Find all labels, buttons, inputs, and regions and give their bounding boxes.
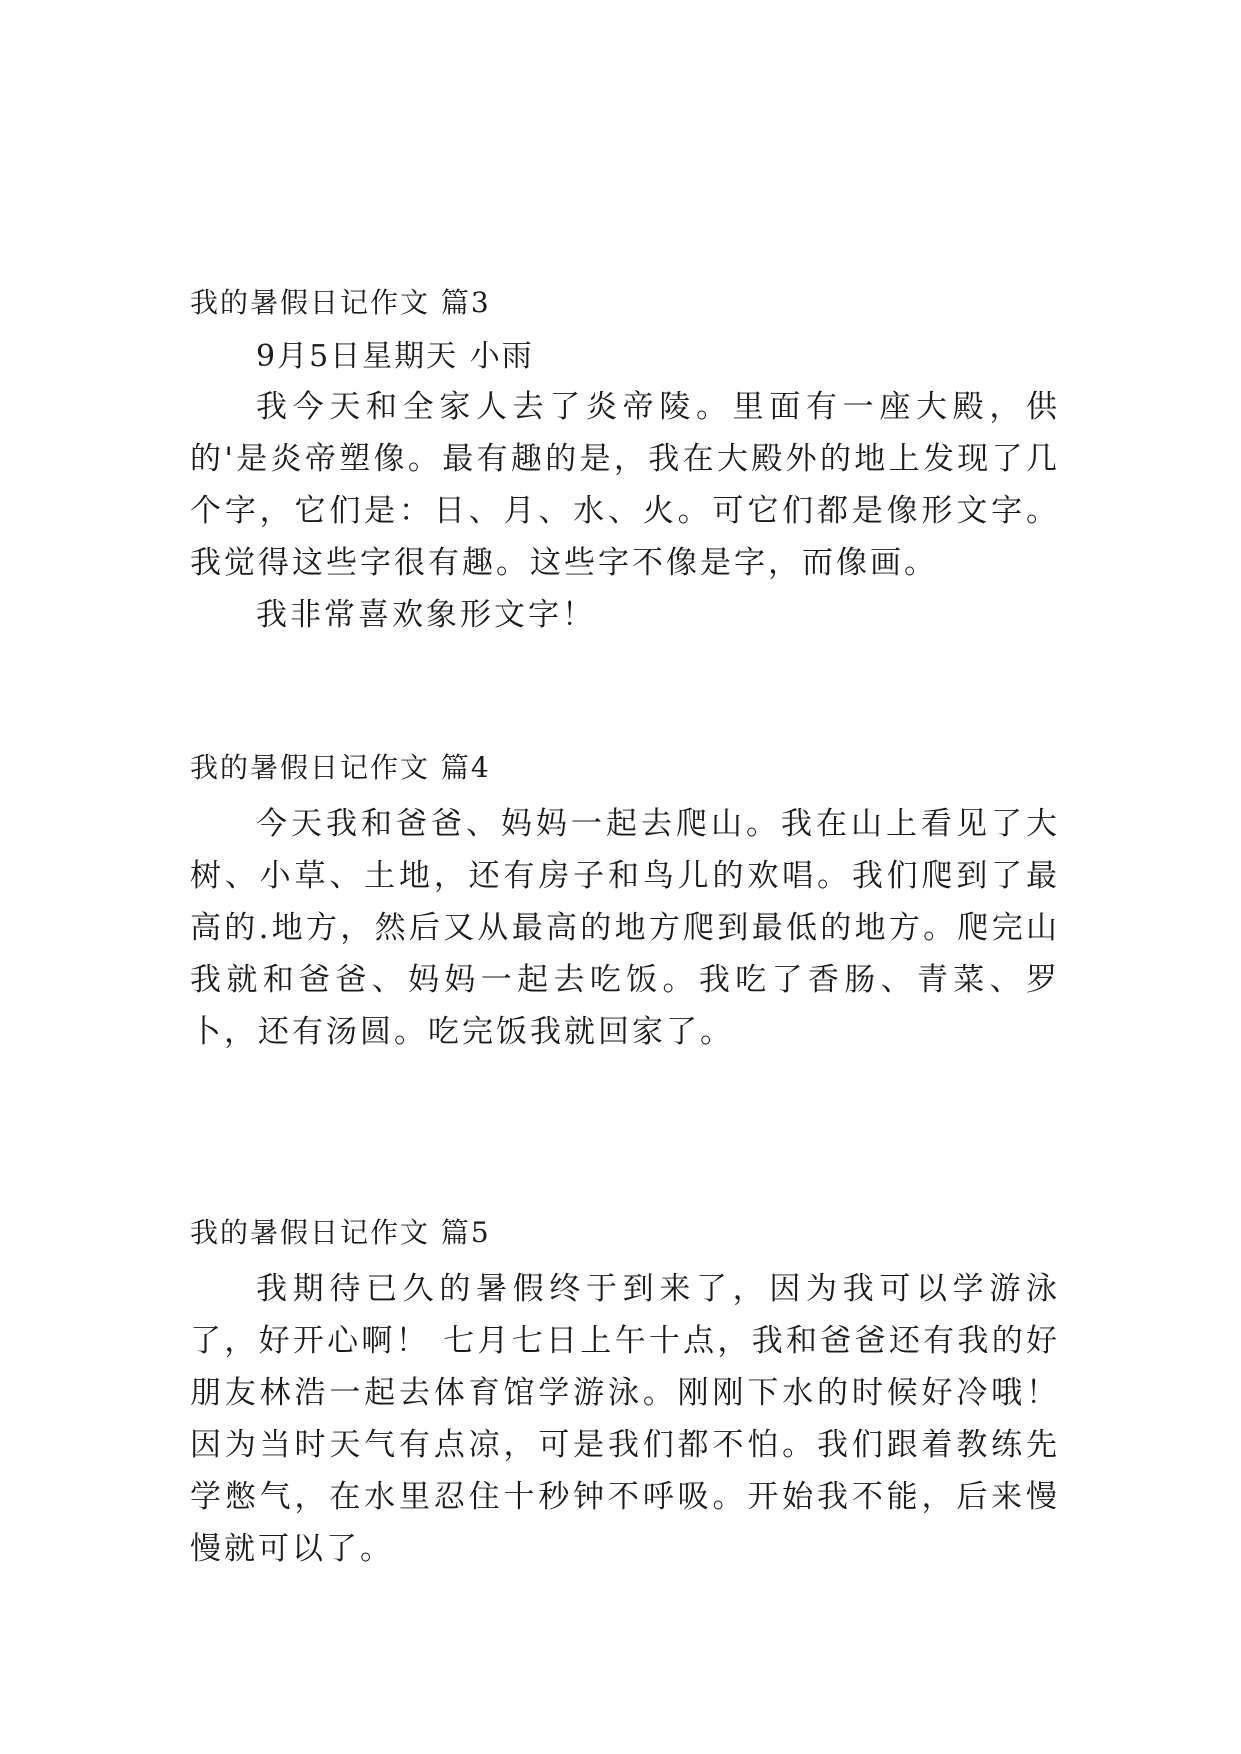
entry-paragraph: 今天我和爸爸、妈妈一起去爬山。我在山上看见了大树、小草、土地，还有房子和鸟儿的欢唱。我们爬到了最高的.地方，然后又从最高的地方爬到最低的地方。爬完山我就和爸爸、妈妈一起去吃饭。我吃了香肠、青菜、罗卜，还有汤圆。吃完饭我就回家了。: [190, 806, 1060, 1050]
entry-heading: 我的暑假日记作文 篇4: [190, 751, 491, 784]
entry-heading: 我的暑假日记作文 篇3: [190, 286, 491, 319]
entry-paragraph: 我非常喜欢象形文字！: [256, 597, 596, 633]
entry-heading: 我的暑假日记作文 篇5: [190, 1216, 491, 1249]
entry-paragraph: 我期待已久的暑假终于到来了，因为我可以学游泳了，好开心啊！ 七月七日上午十点，我和爸爸还有我的好朋友林浩一起去体育馆学游泳。刚刚下水的时候好冷哦！因为当时天气有点凉，可是我们都不怕。我们跟着教练先学憋气，在水里忍住十秒钟不呼吸。开始我不能，后来慢慢就可以了。: [190, 1271, 1060, 1567]
diary-entry-5: [190, 1215, 1060, 1575]
diary-entry-3: [190, 285, 1060, 641]
entry-date-weather: 9月5日星期天 小雨: [256, 339, 534, 374]
entry-paragraph: 我今天和全家人去了炎帝陵。里面有一座大殿，供的'是炎帝塑像。最有趣的是，我在大殿外的地上发现了几个字，它们是：日、月、水、火。可它们都是像形文字。我觉得这些字很有趣。这些字不像是字，而像画。: [190, 389, 1060, 581]
diary-entry-4: [190, 750, 1060, 1058]
